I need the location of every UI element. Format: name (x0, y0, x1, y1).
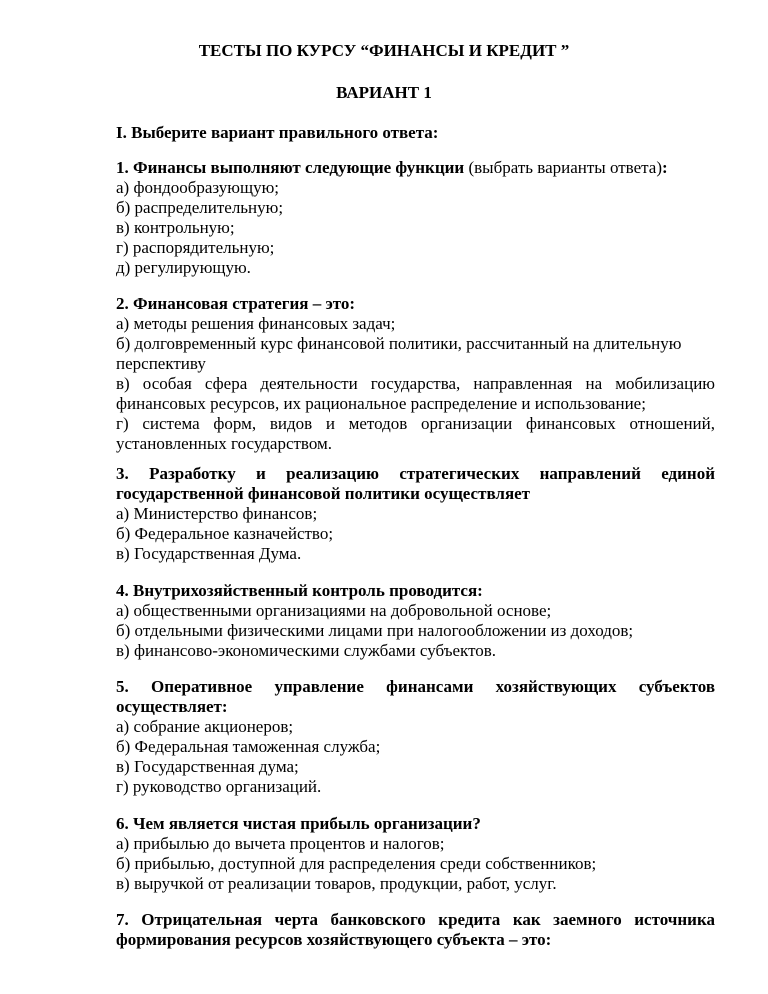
option: г) руководство организаций. (116, 777, 322, 796)
question-6-options (116, 834, 715, 894)
question-7-heading-continuation: формирования ресурсов хозяйствующего субъекта – это: (116, 930, 552, 949)
option: а) общественными организациями на добровольной основе; (116, 601, 552, 620)
option: д) регулирующую. (116, 258, 251, 277)
option: а) собрание акционеров; (116, 717, 294, 736)
question-3-options (116, 504, 715, 564)
option: в) Государственная дума; (116, 757, 299, 776)
question-7 (116, 910, 715, 950)
question-1 (116, 158, 715, 278)
option: г) распорядительную; (116, 238, 275, 257)
option-continuation: финансовых ресурсов, их рациональное распределение и использование; (116, 394, 646, 413)
option: г) система форм, видов и методов организации финансовых отношений, (116, 414, 715, 433)
question-1-note: (выбрать варианты ответа) (464, 158, 662, 177)
question-5-options (116, 717, 715, 797)
question-1-text: 1. Финансы выполняют следующие функции (116, 158, 465, 177)
question-4-heading: 4. Внутрихозяйственный контроль проводится: (116, 581, 483, 600)
question-6-heading: 6. Чем является чистая прибыль организации? (116, 814, 481, 833)
variant-heading: ВАРИАНТ 1 (336, 83, 432, 102)
option: в) финансово-экономическими службами субъектов. (116, 641, 497, 660)
question-5-heading-continuation: осуществляет: (116, 697, 228, 716)
question-6 (116, 814, 715, 894)
option: в) Государственная Дума. (116, 544, 302, 563)
option: в) особая сфера деятельности государства, направленная на мобилизацию (116, 374, 715, 393)
question-1-options (116, 178, 715, 278)
question-5-heading: 5. Оперативное управление финансами хозяйствующих субъектов (116, 677, 715, 696)
option: б) распределительную; (116, 198, 284, 217)
option: б) отдельными физическими лицами при налогообложении из доходов; (116, 621, 634, 640)
option-continuation: перспективу (116, 354, 206, 373)
option-continuation: установленных государством. (116, 434, 333, 453)
question-3-heading: 3. Разработку и реализацию стратегических направлений единой (116, 464, 715, 483)
question-4 (116, 581, 715, 661)
option: а) Министерство финансов; (116, 504, 318, 523)
question-1-heading (116, 158, 715, 178)
option: а) фондообразующую; (116, 178, 279, 197)
question-2 (116, 294, 715, 454)
option: б) Федеральное казначейство; (116, 524, 334, 543)
option: б) долговременный курс финансовой политики, рассчитанный на длительную (116, 334, 682, 353)
question-1-colon: : (662, 158, 668, 177)
section-heading: I. Выберите вариант правильного ответа: (116, 123, 439, 142)
option: в) выручкой от реализации товаров, продукции, работ, услуг. (116, 874, 557, 893)
question-3-heading-continuation: государственной финансовой политики осуществляет (116, 484, 531, 503)
option: в) контрольную; (116, 218, 235, 237)
question-5 (116, 677, 715, 797)
question-2-heading: 2. Финансовая стратегия – это: (116, 294, 356, 313)
option: б) прибылью, доступной для распределения среди собственников; (116, 854, 597, 873)
question-4-options (116, 601, 715, 661)
option: а) прибылью до вычета процентов и налогов; (116, 834, 445, 853)
document-title: ТЕСТЫ ПО КУРСУ “ФИНАНСЫ И КРЕДИТ ” (198, 41, 570, 60)
option: а) методы решения финансовых задач; (116, 314, 396, 333)
question-7-heading: 7. Отрицательная черта банковского кредита как заемного источника (116, 910, 715, 929)
option: б) Федеральная таможенная служба; (116, 737, 381, 756)
question-3 (116, 464, 715, 564)
